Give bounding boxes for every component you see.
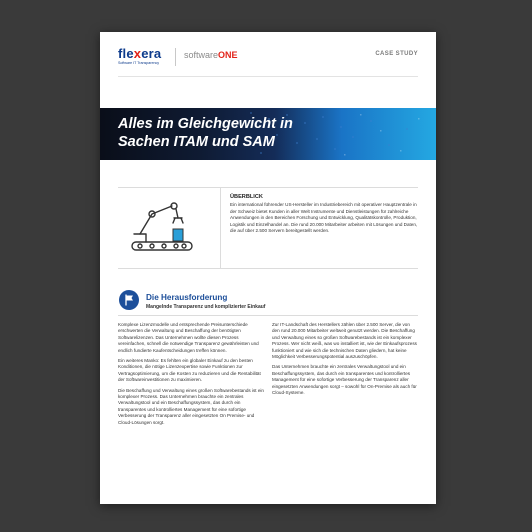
title-banner bbox=[100, 108, 436, 160]
title-line-2: Sachen ITAM und SAM bbox=[118, 134, 275, 150]
paragraph: Komplexe Lizenzmodelle und entsprechende Preisunterschiede erschwerten die Verwaltung und Beschaffung der benötigten Softwarelizenzen. Das Unternehmen wollte diesen Prozess vereinfachen, schnell die notwendige Transparenz gewährleisten und endlich fundierte Kaufentscheidungen treffen können. bbox=[118, 322, 259, 353]
overview-text: Ein international führender US-Hersteller im Industriebereich mit operativer Hauptzentrale in der Schweiz bietet Kunden in aller Welt Instrumente und Dienstleistungen für zahlreiche Anwendungen in den Bereichen Forschung und Entwicklung, Qualitätskontrolle, Produktion, Logistik und Einzelhandel an. Die rund 20.000 Mitarbeiter arbeiten mit Lösungen und Daten, die auf über 2.500 Servern bereitgestellt werden. bbox=[230, 202, 418, 234]
logo-divider bbox=[175, 48, 176, 66]
paragraph: Zur IT-Landschaft des Herstellers zählen über 2.500 Server, die von den rund 20.000 Mitarbeiter weltweit genutzt werden. Die Beschaffung und Verwaltung eines so großen Softwarebestands ist ein komplexer Prozess. Wer nicht weiß, was wo installiert ist, wie der Einkaufsprozess funktioniert und wie sich die technischen Daten gliedern, hat keine Möglichkeit Verbesserungspotential auszuschöpfen. bbox=[272, 322, 417, 360]
case-study-label: CASE STUDY bbox=[375, 51, 418, 57]
overview-heading: ÜBERBLICK bbox=[230, 194, 263, 200]
softwareone-logo: softwareONE bbox=[184, 50, 238, 60]
section-heading: Die Herausforderung bbox=[146, 293, 228, 302]
overview-divider bbox=[220, 187, 221, 268]
document-title bbox=[118, 115, 378, 151]
header-divider bbox=[118, 76, 418, 77]
paragraph: Das Unternehmen brauchte ein zentrales Verwaltungstool und ein Beschaffungssystem, das durch ein transparentes und kontrolliertes Management für eine sofortige Verbesserung der Transparenz aller eingesetzten Anwendungen sorgt – sowohl für On-Premise als auch für Cloud-Systeme. bbox=[272, 364, 417, 396]
paragraph: Ein weiteres Manko: Es fehlten ein globaler Einkauf zu den besten Konditionen, die nötige Lizenzexpertise sowie Funktionen zur Vertragsoptimierung, um die Kosten zu reduzieren und die Rentabilität der Softwareinvestitionen zu maximieren. bbox=[118, 358, 261, 383]
section-subheading: Mangelnde Transparenz und komplizierter Einkauf bbox=[146, 304, 266, 310]
right-column bbox=[272, 322, 418, 400]
paragraph: Die Beschaffung und Verwaltung eines großen Softwarebestands ist ein komplexer Prozess. Das Unternehmen brauchte ein zentrales Verwaltungstool und ein Beschaffungssystem, das durch ein transparentes und kontrolliertes Management für eine sofortige Verbesserung der Transparenz aller eingesetzten On Premise- und Cloud-Lösungen sorgt. bbox=[118, 387, 264, 425]
overview-top-rule bbox=[118, 187, 418, 188]
robot-arm-icon bbox=[118, 192, 218, 264]
header-logos bbox=[118, 46, 418, 72]
flexera-tagline: Software IT Transparency bbox=[118, 61, 160, 65]
title-line-1: Alles im Gleichgewicht in bbox=[118, 116, 293, 132]
overview-bottom-rule bbox=[118, 268, 418, 269]
left-column bbox=[118, 322, 264, 430]
section-rule bbox=[118, 315, 418, 316]
flag-icon bbox=[119, 290, 139, 310]
case-study-page bbox=[100, 32, 436, 504]
flexera-logo: flexera bbox=[118, 46, 162, 61]
